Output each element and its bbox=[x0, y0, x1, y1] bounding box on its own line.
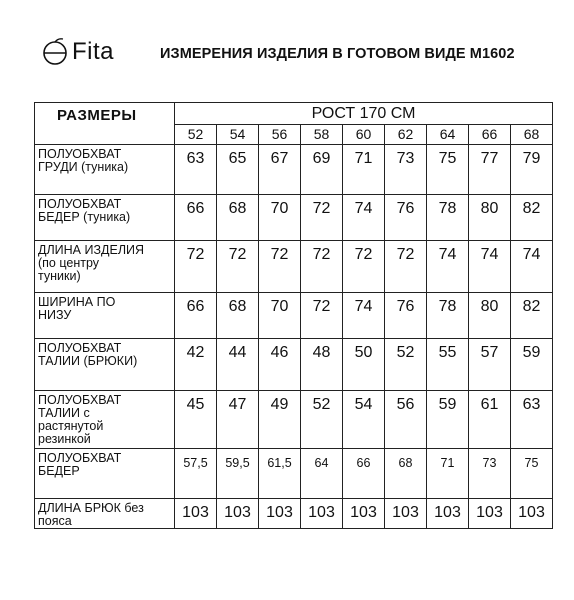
value-cell: 78 bbox=[427, 293, 469, 339]
size-header-cell: 66 bbox=[469, 125, 511, 145]
size-header-cell: 58 bbox=[301, 125, 343, 145]
value-cell: 72 bbox=[343, 241, 385, 293]
value-cell: 68 bbox=[217, 293, 259, 339]
table-row bbox=[35, 499, 553, 529]
table-header-row bbox=[35, 103, 553, 125]
value-cell: 74 bbox=[343, 293, 385, 339]
value-cell: 82 bbox=[511, 293, 553, 339]
value-cell: 57 bbox=[469, 339, 511, 391]
value-cell: 46 bbox=[259, 339, 301, 391]
measurements-table bbox=[34, 102, 553, 529]
row-label: ДЛИНА ИЗДЕЛИЯ (по центру туники) bbox=[35, 241, 175, 293]
value-cell: 57,5 bbox=[175, 449, 217, 499]
value-cell: 76 bbox=[385, 195, 427, 241]
value-cell: 68 bbox=[385, 449, 427, 499]
value-cell: 70 bbox=[259, 293, 301, 339]
brand-name: Fita bbox=[72, 38, 115, 65]
value-cell: 52 bbox=[385, 339, 427, 391]
size-header-cell: 64 bbox=[427, 125, 469, 145]
row-label: ПОЛУОБХВАТ ТАЛИИ (БРЮКИ) bbox=[35, 339, 175, 391]
size-header-cell: 52 bbox=[175, 125, 217, 145]
value-cell: 72 bbox=[301, 241, 343, 293]
value-cell: 82 bbox=[511, 195, 553, 241]
value-cell: 66 bbox=[343, 449, 385, 499]
value-cell: 61,5 bbox=[259, 449, 301, 499]
value-cell: 63 bbox=[511, 391, 553, 449]
table-row bbox=[35, 293, 553, 339]
document-title: ИЗМЕРЕНИЯ ИЗДЕЛИЯ В ГОТОВОМ ВИДЕ М1602 bbox=[160, 46, 515, 62]
value-cell: 63 bbox=[175, 145, 217, 195]
value-cell: 49 bbox=[259, 391, 301, 449]
value-cell: 72 bbox=[301, 195, 343, 241]
value-cell: 103 bbox=[385, 499, 427, 529]
value-cell: 75 bbox=[427, 145, 469, 195]
value-cell: 65 bbox=[217, 145, 259, 195]
value-cell: 74 bbox=[427, 241, 469, 293]
value-cell: 72 bbox=[259, 241, 301, 293]
value-cell: 50 bbox=[343, 339, 385, 391]
row-label: ПОЛУОБХВАТ БЕДЕР bbox=[35, 449, 175, 499]
table-row bbox=[35, 241, 553, 293]
value-cell: 74 bbox=[469, 241, 511, 293]
value-cell: 103 bbox=[301, 499, 343, 529]
value-cell: 59,5 bbox=[217, 449, 259, 499]
value-cell: 73 bbox=[469, 449, 511, 499]
value-cell: 68 bbox=[217, 195, 259, 241]
table-row bbox=[35, 195, 553, 241]
row-label: ДЛИНА БРЮК без пояса bbox=[35, 499, 175, 529]
value-cell: 52 bbox=[301, 391, 343, 449]
value-cell: 75 bbox=[511, 449, 553, 499]
page-header bbox=[42, 34, 542, 74]
height-label: РОСТ 170 СМ bbox=[175, 103, 553, 125]
value-cell: 73 bbox=[385, 145, 427, 195]
value-cell: 44 bbox=[217, 339, 259, 391]
value-cell: 67 bbox=[259, 145, 301, 195]
size-header-cell: 54 bbox=[217, 125, 259, 145]
size-header-cell: 62 bbox=[385, 125, 427, 145]
value-cell: 59 bbox=[427, 391, 469, 449]
sizes-corner-label: РАЗМЕРЫ bbox=[35, 103, 175, 145]
value-cell: 56 bbox=[385, 391, 427, 449]
value-cell: 48 bbox=[301, 339, 343, 391]
value-cell: 80 bbox=[469, 195, 511, 241]
row-label: ПОЛУОБХВАТ ГРУДИ (туника) bbox=[35, 145, 175, 195]
value-cell: 103 bbox=[343, 499, 385, 529]
value-cell: 42 bbox=[175, 339, 217, 391]
value-cell: 66 bbox=[175, 195, 217, 241]
value-cell: 71 bbox=[343, 145, 385, 195]
value-cell: 64 bbox=[301, 449, 343, 499]
value-cell: 78 bbox=[427, 195, 469, 241]
row-label: ПОЛУОБХВАТ ТАЛИИ с растянутой резинкой bbox=[35, 391, 175, 449]
value-cell: 70 bbox=[259, 195, 301, 241]
value-cell: 72 bbox=[301, 293, 343, 339]
value-cell: 55 bbox=[427, 339, 469, 391]
size-header-cell: 56 bbox=[259, 125, 301, 145]
value-cell: 103 bbox=[175, 499, 217, 529]
value-cell: 61 bbox=[469, 391, 511, 449]
value-cell: 76 bbox=[385, 293, 427, 339]
brand-logo bbox=[42, 34, 114, 70]
value-cell: 69 bbox=[301, 145, 343, 195]
fita-logo-icon bbox=[42, 37, 68, 67]
table-row bbox=[35, 339, 553, 391]
value-cell: 103 bbox=[469, 499, 511, 529]
value-cell: 54 bbox=[343, 391, 385, 449]
size-header-cell: 60 bbox=[343, 125, 385, 145]
value-cell: 80 bbox=[469, 293, 511, 339]
value-cell: 72 bbox=[217, 241, 259, 293]
value-cell: 47 bbox=[217, 391, 259, 449]
value-cell: 103 bbox=[427, 499, 469, 529]
value-cell: 45 bbox=[175, 391, 217, 449]
value-cell: 66 bbox=[175, 293, 217, 339]
value-cell: 59 bbox=[511, 339, 553, 391]
value-cell: 103 bbox=[511, 499, 553, 529]
value-cell: 103 bbox=[259, 499, 301, 529]
value-cell: 72 bbox=[175, 241, 217, 293]
table-row bbox=[35, 145, 553, 195]
size-header-cell: 68 bbox=[511, 125, 553, 145]
table-row bbox=[35, 449, 553, 499]
table-row bbox=[35, 391, 553, 449]
value-cell: 79 bbox=[511, 145, 553, 195]
value-cell: 74 bbox=[511, 241, 553, 293]
row-label: ШИРИНА ПО НИЗУ bbox=[35, 293, 175, 339]
value-cell: 74 bbox=[343, 195, 385, 241]
row-label: ПОЛУОБХВАТ БЕДЕР (туника) bbox=[35, 195, 175, 241]
value-cell: 77 bbox=[469, 145, 511, 195]
value-cell: 72 bbox=[385, 241, 427, 293]
value-cell: 71 bbox=[427, 449, 469, 499]
value-cell: 103 bbox=[217, 499, 259, 529]
